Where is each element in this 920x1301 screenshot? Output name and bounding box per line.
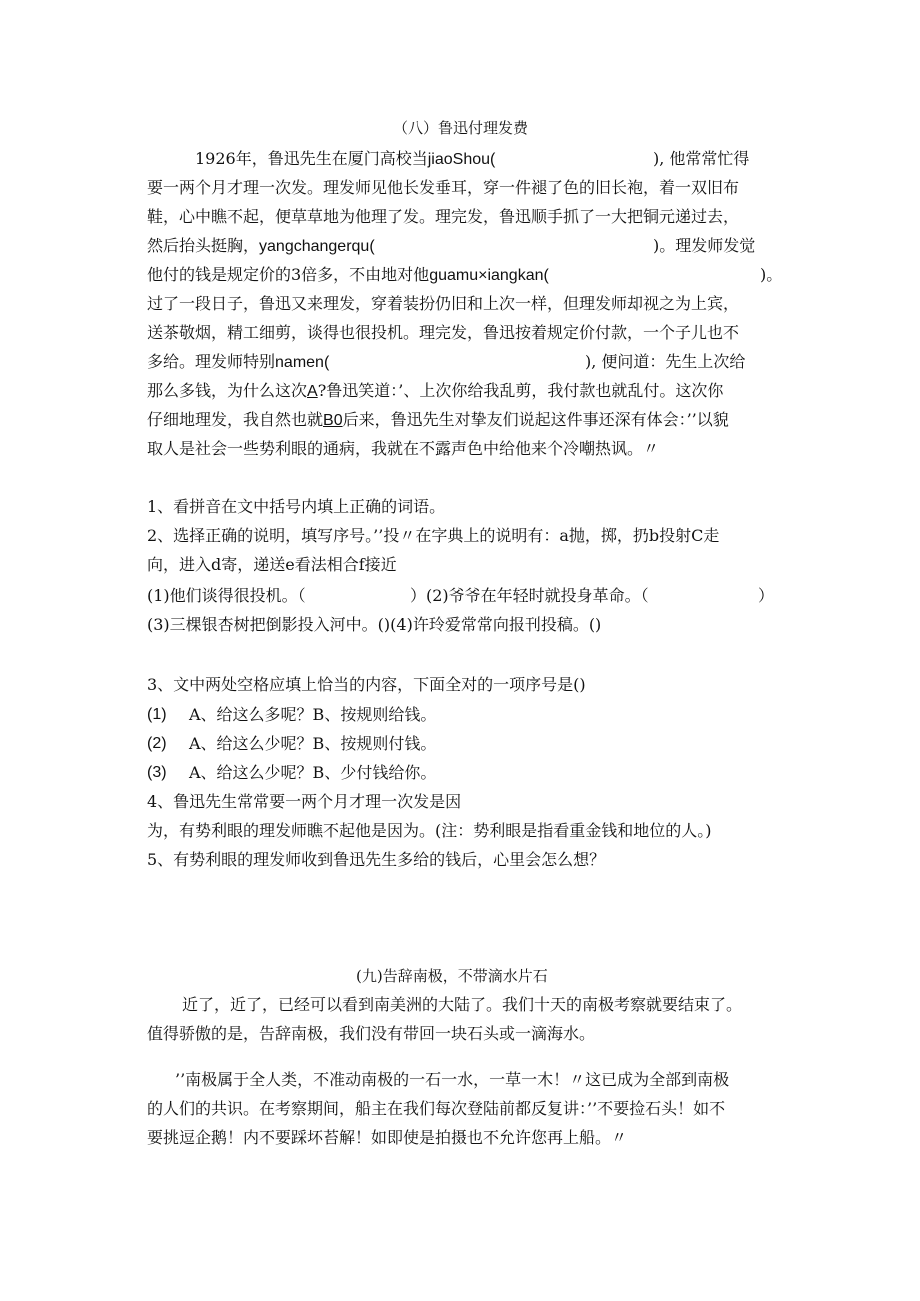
question-2-line-2: 向，进入d寄，递送e看法相合f接近 [147, 555, 397, 574]
option-1-number: (1) [147, 706, 167, 723]
question-2-line-1: 2、选择正确的说明，填写序号。’’投〃在字典上的说明有：a抛，掷，扔b投射C走 [147, 526, 720, 545]
s8-line-9 [147, 381, 723, 402]
option-2: A、给这么少呢？B、按规则付钱。 [189, 734, 437, 753]
s9-line-4: 的人们的共识。在考察期间，船主在我们每次登陆前都反复讲：’’不要捡石头！如不 [147, 1099, 726, 1118]
s8-line-6: 过了一段日子，鲁迅又来理发，穿着装扮仍旧和上次一样，但理发师却视之为上宾， [147, 294, 740, 313]
s8-line-4 [147, 236, 375, 257]
pinyin-jiaoshou: jiaoShou( [427, 151, 496, 168]
s8-line-4-end: )。理发师发觉 [653, 236, 756, 255]
s8-l8a: 多给。理发师特别 [147, 352, 276, 371]
s8-line-2: 要一两个月才理一次发。理发师见他长发垂耳，穿一件褪了色的旧长袍，着一双旧布 [147, 178, 740, 197]
s8-line-1-end: ), 他常常忙得 [653, 149, 750, 168]
s8-line-1 [195, 149, 495, 170]
s8-line-5 [147, 265, 549, 286]
s8-line-7: 送茶敬烟，精工细剪，谈得也很投机。理完发，鲁迅按着规定价付款，一个子儿也不 [147, 323, 740, 342]
section9-title: (九)告辞南极，不带滴水片石 [356, 967, 548, 985]
question-5: 5、有势利眼的理发师收到鲁迅先生多给的钱后，心里会怎么想？ [147, 850, 606, 869]
s8-l10c: 后来，鲁迅先生对挚友们说起这件事还深有体会：’’以貌 [342, 410, 729, 429]
pinyin-guamuxiangkan: guamu×iangkan( [429, 267, 549, 284]
question-3: 3、文中两处空格应填上恰当的内容，下面全对的一项序号是() [147, 675, 586, 694]
s8-l9c: ?鲁迅笑道：’、上次你给我乱剪，我付款也就乱付。这次你 [317, 381, 724, 400]
question-2-items-3-4: (3)三棵银杏树把倒影投入河中。()(4)许玲爱常常向报刊投稿。() [147, 615, 602, 634]
pinyin-namen: namen( [275, 354, 330, 371]
option-1: A、给这么多呢？B、按规则给钱。 [189, 705, 437, 724]
question-4-line-1: 4、鲁迅先生常常要一两个月才理一次发是因 [147, 792, 462, 811]
question-2-item-2-end: ） [758, 586, 775, 605]
s9-line-2: 值得骄傲的是，告辞南极，我们没有带回一块石头或一滴海水。 [147, 1024, 596, 1043]
s8-line-10 [147, 410, 729, 431]
s8-line-11: 取人是社会一些势利眼的通病，我就在不露声色中给他来个冷嘲热讽。〃 [147, 439, 660, 458]
s8-l9a: 那么多钱，为什么这次 [147, 381, 308, 400]
s8-l1a: 1926年，鲁迅先生在厦门高校当 [195, 149, 428, 168]
option-2-number: (2) [147, 735, 167, 752]
blank-a: A [307, 383, 318, 400]
option-3-number: (3) [147, 764, 167, 781]
s8-line-8-end: ), 便问道：先生上次给 [585, 352, 746, 371]
question-2-item-1: (1)他们谈得很投机。（ [147, 586, 306, 605]
question-1: 1、看拼音在文中括号内填上正确的词语。 [147, 497, 446, 516]
s8-line-3: 鞋，心中瞧不起，便草草地为他理了发。理完发，鲁迅顺手抓了一大把铜元递过去， [147, 207, 740, 226]
s9-line-3: ’’南极属于全人类，不准动南极的一石一水，一草一木！〃这已成为全部到南极 [175, 1070, 730, 1089]
s8-line-8 [147, 352, 329, 373]
s8-l5a: 他付的钱是规定价的3倍多，不由地对他 [147, 265, 430, 284]
s8-line-5-end: )。 [760, 265, 783, 284]
section8-title: （八）鲁迅付理发费 [393, 119, 529, 137]
s8-l4a: 然后抬头挺胸， [147, 236, 260, 255]
s9-line-5: 要挑逗企鹅！内不要踩坏苔解！如即使是拍摄也不允许您再上船。〃 [147, 1128, 628, 1147]
pinyin-yangchangerqu: yangchangerqu( [259, 238, 375, 255]
s8-l10a: 仔细地理发，我自然也就 [147, 410, 324, 429]
question-4-line-2: 为，有势利眼的理发师瞧不起他是因为。(注：势利眼是指看重金钱和地位的人。) [147, 821, 712, 840]
question-2-item-2: ）(2)爷爷在年轻时就投身革命。（ [410, 586, 649, 605]
s9-line-1: 近了，近了，已经可以看到南美洲的大陆了。我们十天的南极考察就要结束了。 [182, 995, 743, 1014]
option-3: A、给这么少呢？B、少付钱给你。 [189, 763, 437, 782]
blank-b: B0 [323, 412, 343, 429]
